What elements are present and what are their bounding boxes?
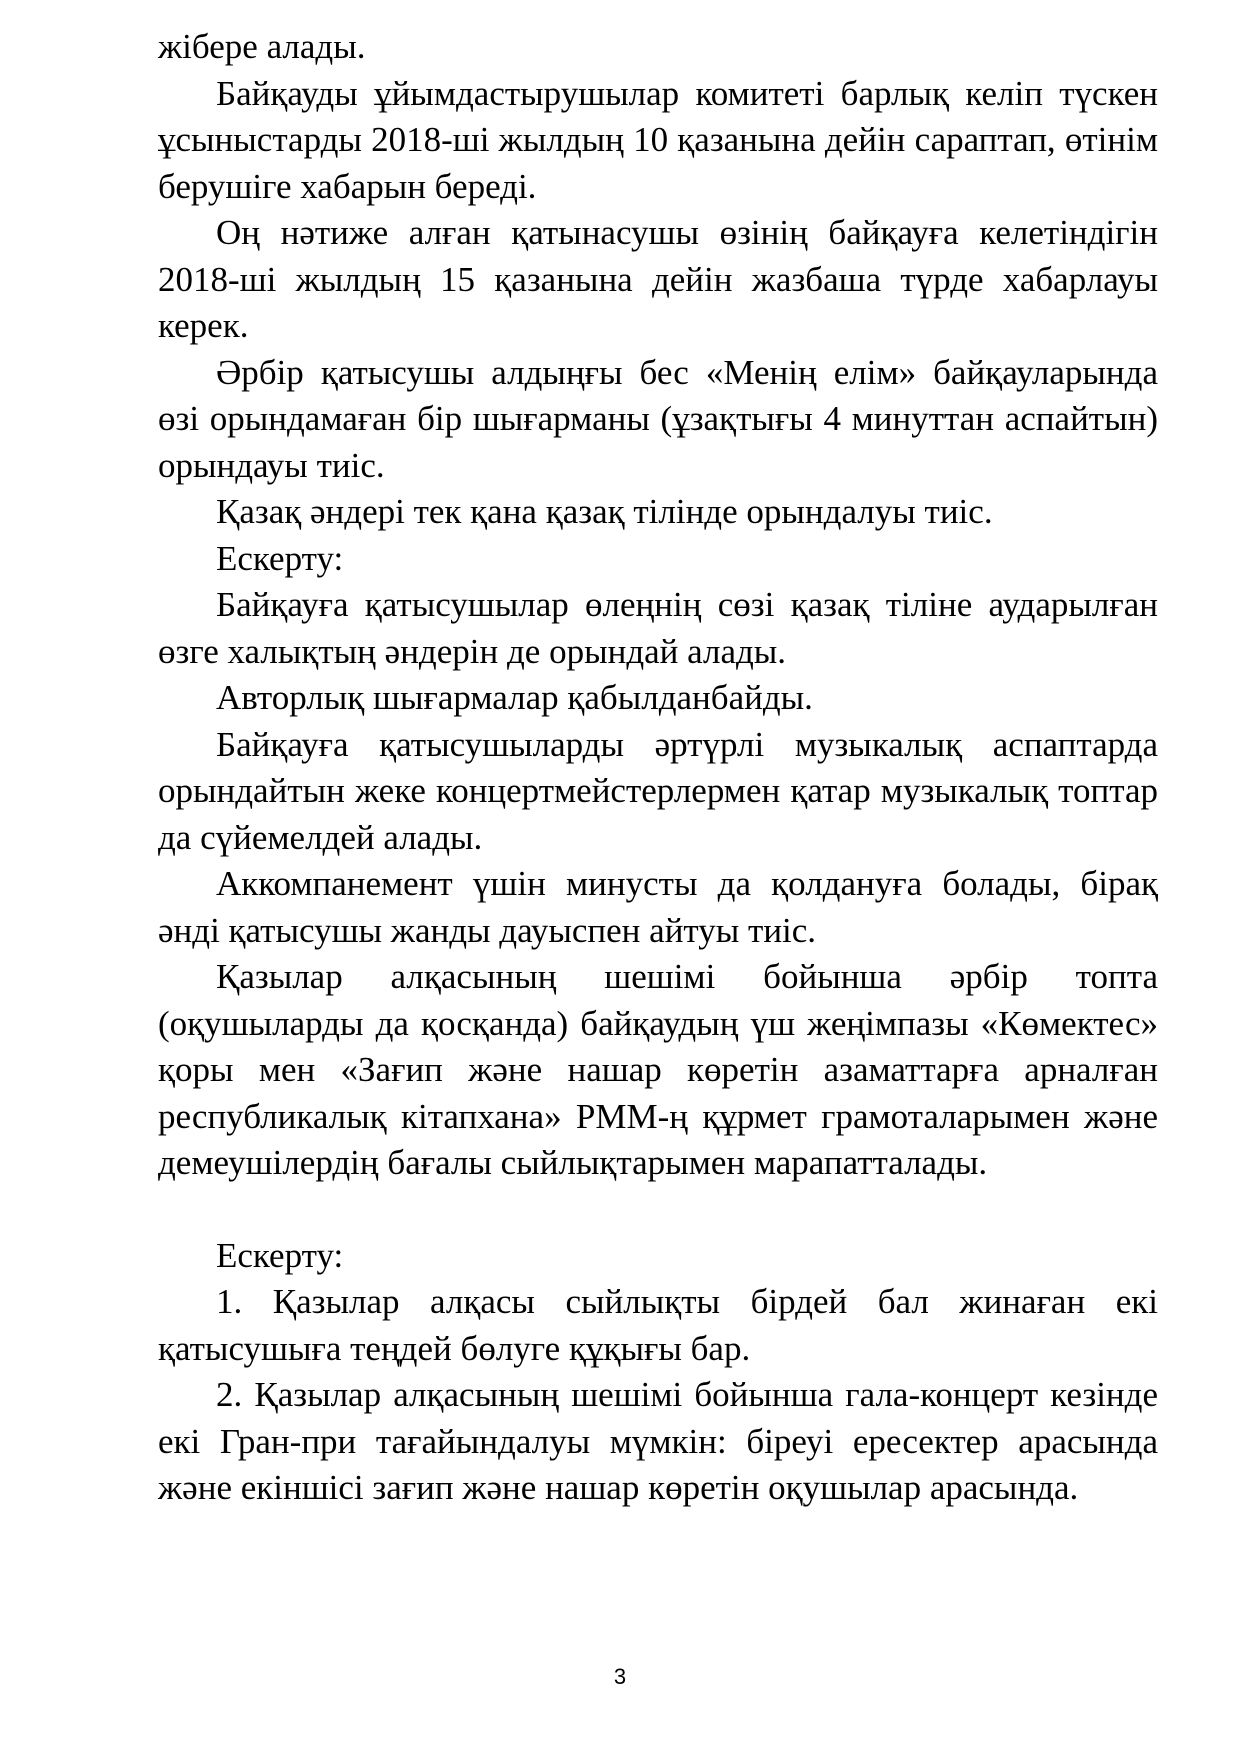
note-heading: Ескерту: [216,1235,344,1275]
paragraph-backing-track: Аккомпанемент үшін минусты да қолдануға болады, бірақ әнді қатысушы жанды дауыспен айтуы тиіс. [158,864,1158,950]
page-number: 3 [613,1664,627,1689]
paragraph-performance-rule: Әрбір қатысушы алдыңғы бес «Менің елім» байқауларында өзі орындамаған бір шығарманы (ұзақтығы 4 минуттан аспайтын) орындауы тиіс. [158,352,1158,485]
section-spacer [158,1187,1158,1233]
paragraph-translated-songs: Байқауға қатысушылар өлеңнің сөзі қазақ тіліне аударылған өзге халықтың әндерін де орындай алады. [158,585,1158,671]
note-item-1: 1. Қазылар алқасы сыйлықты бірдей бал жинаған екі қатысушыға теңдей бөлуге құқығы бар. [158,1282,1158,1368]
document-page [158,24,1158,1512]
paragraph-note-label: Ескерту: [216,538,344,578]
paragraph-accompaniment: Байқауға қатысушыларды әртүрлі музыкалық аспаптарда орындайтын жеке концертмейстерлермен қатар музыкалық топтар да сүйемелдей алады. [158,724,1158,857]
paragraph-confirmation: Оң нәтиже алған қатынасушы өзінің байқауға келетіндігін 2018-ші жылдың 15 қазанына дейін жазбаша түрде хабарлауы керек. [158,213,1158,345]
note-item-2: 2. Қазылар алқасының шешімі бойынша гала-концерт кезінде екі Гран-при тағайындалуы мүмкін: біреуі ересектер арасында және екіншісі зағип және нашар көретін оқушылар арасында. [158,1375,1158,1507]
paragraph-language-rule: Қазақ әндері тек қана қазақ тілінде орындалуы тиіс. [216,492,993,531]
paragraph-review-deadline: Байқауды ұйымдастырушылар комитеті барлық келіп түскен ұсыныстарды 2018-ші жылдың 10 қазанына дейін сараптап, өтінім берушіге хабарын береді. [158,73,1158,206]
paragraph-continuation: жібере алады. [158,27,366,66]
paragraph-author-works: Авторлық шығармалар қабылданбайды. [216,678,813,717]
paragraph-awards: Қазылар алқасының шешімі бойынша әрбір топта (оқушыларды да қосқанда) байқаудың үш жеңімпазы «Көмектес» қоры мен «Зағип және нашар көретін азаматтарға арналған республикалық кітапхана» РММ-ң құрмет грамоталарымен және демеушілердің бағалы сыйлықтарымен марапатталады. [158,957,1158,1182]
